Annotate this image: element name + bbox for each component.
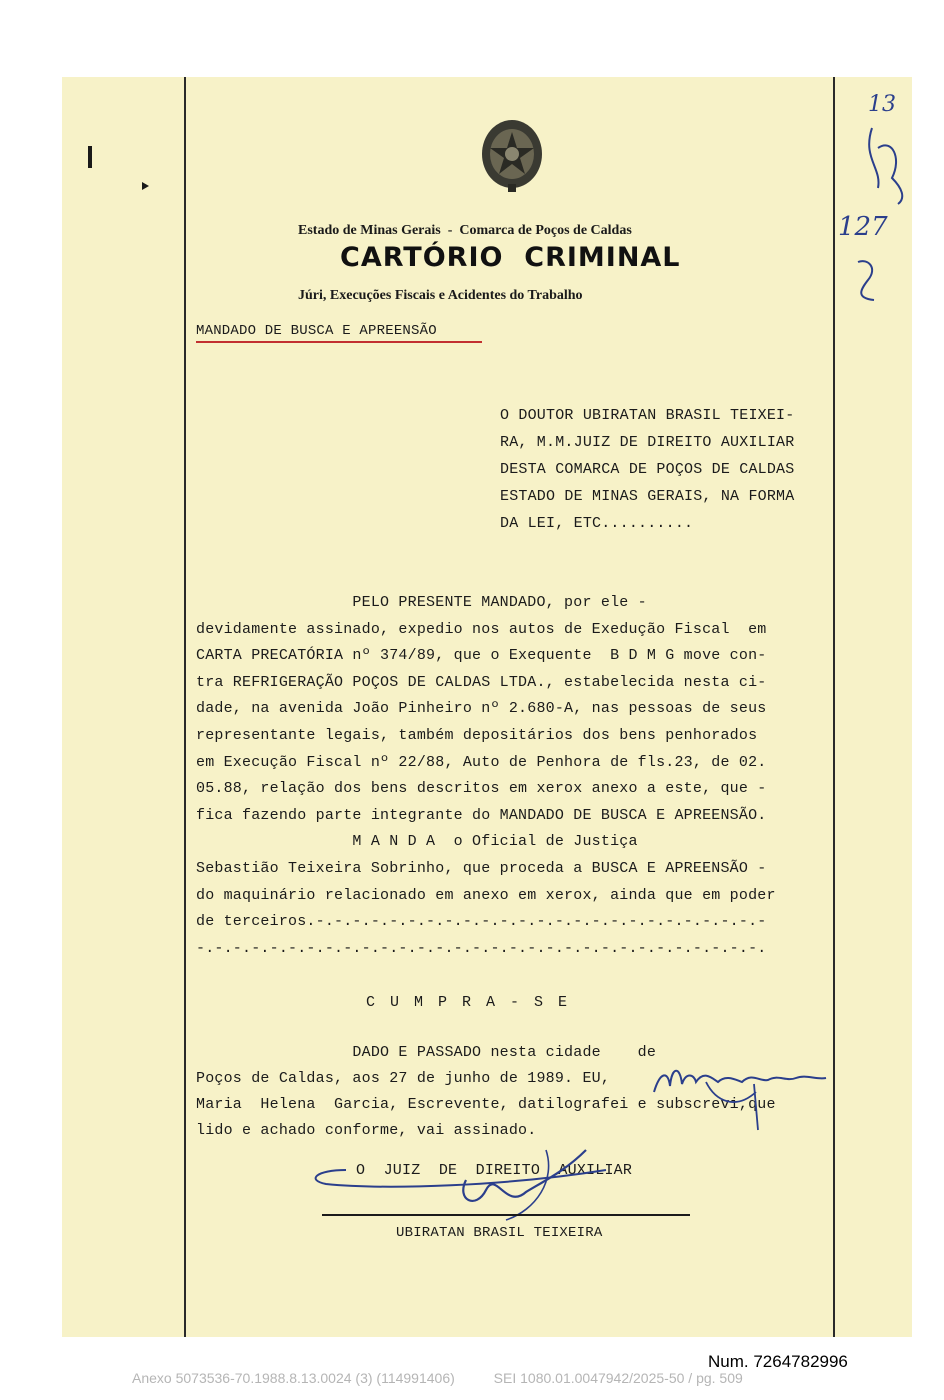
body-line: tra REFRIGERAÇÃO POÇOS DE CALDAS LTDA., estabelecida nesta ci- [196, 673, 767, 691]
intro-line: ESTADO DE MINAS GERAIS, NA FORMA [500, 488, 795, 505]
body-line: representante legais, também depositários dos bens penhorados [196, 726, 758, 744]
header-subtitle: Júri, Execuções Fiscais e Acidentes do Trabalho [298, 288, 583, 303]
margin-note-13: 13 [868, 92, 896, 117]
judge-signature [306, 1140, 626, 1230]
document-type: MANDADO DE BUSCA E APREENSÃO [196, 323, 437, 339]
body-line: fica fazendo parte integrante do MANDADO DE BUSCA E APREENSÃO. [196, 806, 767, 824]
body-line: dade, na avenida João Pinheiro nº 2.680-A, nas pessoas de seus [196, 700, 767, 718]
signature-line [322, 1214, 690, 1216]
body-line: M A N D A o Oficial de Justiça [196, 833, 638, 851]
document-type-underline [196, 341, 482, 343]
closing-line: DADO E PASSADO nesta cidade de [196, 1044, 657, 1061]
judge-role: O JUIZ DE DIREITO AUXILIAR [356, 1162, 633, 1179]
closing-line: Maria Helena Garcia, Escrevente, datilografei e subscrevi,que [196, 1096, 776, 1113]
footer-reference: Anexo 5073536-70.1988.8.13.0024 (3) (114991406) SEI 1080.01.0047942/2025-50 / pg. 509 [132, 1370, 743, 1386]
closing-line: Poços de Caldas, aos 27 de junho de 1989. EU, [196, 1070, 611, 1087]
header-title: CARTÓRIO CRIMINAL [340, 242, 681, 273]
body-line: PELO PRESENTE MANDADO, por ele - [196, 594, 647, 611]
punch-mark-top [88, 146, 92, 168]
judge-name: UBIRATAN BRASIL TEIXEIRA [396, 1225, 603, 1241]
intro-line: RA, M.M.JUIZ DE DIREITO AUXILIAR [500, 434, 795, 451]
body-line: CARTA PRECATÓRIA nº 374/89, que o Exequente B D M G move con- [196, 647, 767, 665]
body-line: em Execução Fiscal nº 22/88, Auto de Penhora de fls.23, de 02. [196, 753, 767, 771]
body-line: Sebastião Teixeira Sobrinho, que proceda a BUSCA E APREENSÃO - [196, 859, 767, 877]
scrivener-signature [646, 1052, 836, 1132]
intro-block [500, 402, 794, 537]
punch-mark-arrow [142, 182, 149, 190]
margin-note-127: 127 [838, 212, 888, 242]
right-margin-line [833, 77, 835, 1337]
coat-of-arms-icon [480, 118, 544, 194]
body-block [196, 590, 776, 962]
body-line: de terceiros.-.-.-.-.-.-.-.-.-.-.-.-.-.-.-.-.-.-.-.-.-.-.-.-.- [196, 913, 767, 931]
intro-line: DA LEI, ETC.......... [500, 515, 694, 532]
stamp-number: Num. 7264782996 [708, 1352, 848, 1371]
intro-line: DESTA COMARCA DE POÇOS DE CALDAS [500, 461, 795, 478]
closing-line: lido e achado conforme, vai assinado. [196, 1122, 537, 1139]
left-margin-line [184, 77, 186, 1337]
body-line: 05.88, relação dos bens descritos em xerox anexo a este, que - [196, 780, 767, 798]
cumpra-se: C U M P R A - S E [366, 994, 571, 1011]
body-line: -.-.-.-.-.-.-.-.-.-.-.-.-.-.-.-.-.-.-.-.-.-.-.-.-.-.-.-.-.-.-. [196, 939, 767, 957]
margin-initial-r [848, 258, 888, 304]
body-line: do maquinário relacionado em anexo em xerox, ainda que em poder [196, 886, 776, 904]
margin-initials [852, 118, 912, 208]
body-line: devidamente assinado, expedio nos autos de Exedução Fiscal em [196, 620, 767, 638]
intro-line: O DOUTOR UBIRATAN BRASIL TEIXEI- [500, 407, 795, 424]
header-state-line: Estado de Minas Gerais - Comarca de Poços de Caldas [298, 223, 632, 238]
